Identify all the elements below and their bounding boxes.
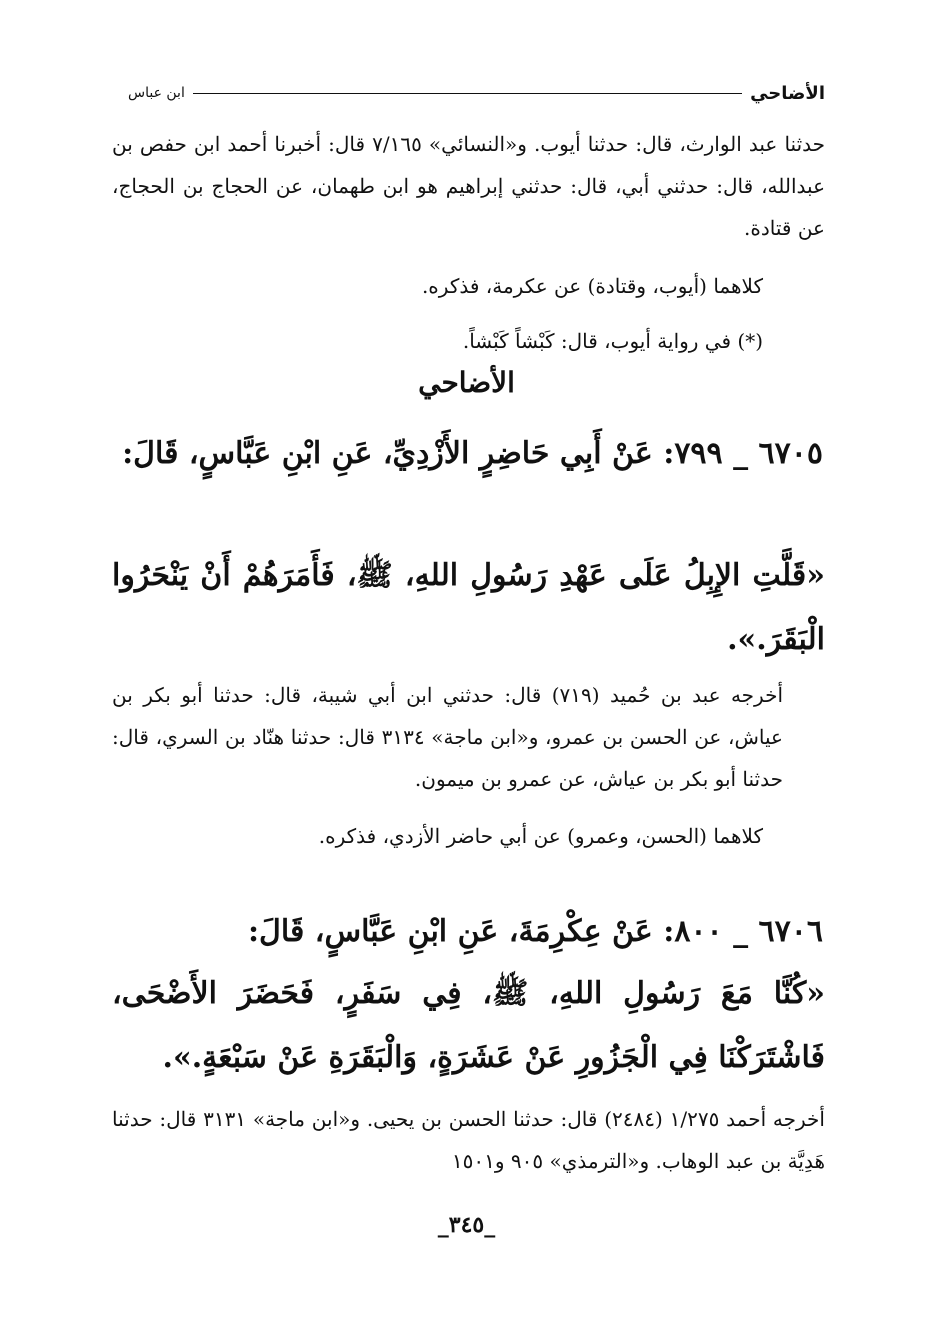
header-rule bbox=[193, 93, 742, 94]
hadith-6705-heading: ٦٧٠٥ _ ٧٩٩: عَنْ أَبِي حَاضِرٍ الأَزْدِيِّ، عَنِ ابْنِ عَبَّاسٍ، قَالَ: bbox=[122, 436, 823, 471]
hadith-6705-text: «قَلَّتِ الإِبِلُ عَلَى عَهْدِ رَسُولِ اللهِ، ﷺ، فَأَمَرَهُمْ أَنْ يَنْحَرُوا الْبَقَرَ.». bbox=[112, 558, 825, 657]
footnote-star: (*) في رواية أيوب، قال: كَبْشاً كَبْشاً. bbox=[462, 329, 763, 353]
header-author: ابن عباس bbox=[128, 85, 185, 101]
both-note-6705: كلاهما (الحسن، وعمرو) عن أبي حاضر الأزدي، فذكره. bbox=[318, 824, 763, 848]
hadith-6706-text: «كُنَّا مَعَ رَسُولِ اللهِ، ﷺ، فِي سَفَرٍ، فَحَضَرَ الأَضْحَى، فَاشْتَرَكْنَا فِي الْجَزُورِ عَنْ عَشَرَةٍ، وَالْبَقَرَةِ عَنْ سَبْعَةٍ.». bbox=[112, 976, 825, 1075]
takhrij-6705: أخرجه عبد بن حُميد (٧١٩) قال: حدثني ابن أبي شيبة، قال: حدثنا أبو بكر بن عياش، عن الحسن بن عمرو، و«ابن ماجة» ٣١٣٤ قال: حدثنا هنّاد بن السري، قال: حدثنا أبو بكر بن عياش، عن عمرو بن ميمون. bbox=[112, 683, 784, 791]
page-number: _٣٤٥_ bbox=[437, 1212, 496, 1238]
sources-paragraph-a: حدثنا عبد الوارث، قال: حدثنا أيوب. و«النسائي» ٧/١٦٥ قال: أخبرنا أحمد ابن حفص بن عبدالله، قال: حدثني أبي، قال: حدثني إبراهيم هو ابن طهمان، عن الحجاج بن الحجاج، عن قتادة. bbox=[112, 132, 825, 240]
running-header bbox=[128, 78, 825, 108]
hadith-6706-heading: ٦٧٠٦ _ ٨٠٠: عَنْ عِكْرِمَةَ، عَنِ ابْنِ عَبَّاسٍ، قَالَ: bbox=[247, 914, 823, 949]
both-note-a: كلاهما (أيوب، وقتادة) عن عكرمة، فذكره. bbox=[421, 274, 763, 298]
chapter-title: الأضاحي bbox=[418, 366, 515, 399]
takhrij-6706: أخرجه أحمد ١/٢٧٥ (٢٤٨٤) قال: حدثنا الحسن بن يحيى. و«ابن ماجة» ٣١٣١ قال: حدثنا هَدِيَّة بن عبد الوهاب. و«الترمذي» ٩٠٥ و١٥٠١ bbox=[112, 1107, 825, 1173]
header-section-title: الأضاحي bbox=[750, 82, 825, 104]
